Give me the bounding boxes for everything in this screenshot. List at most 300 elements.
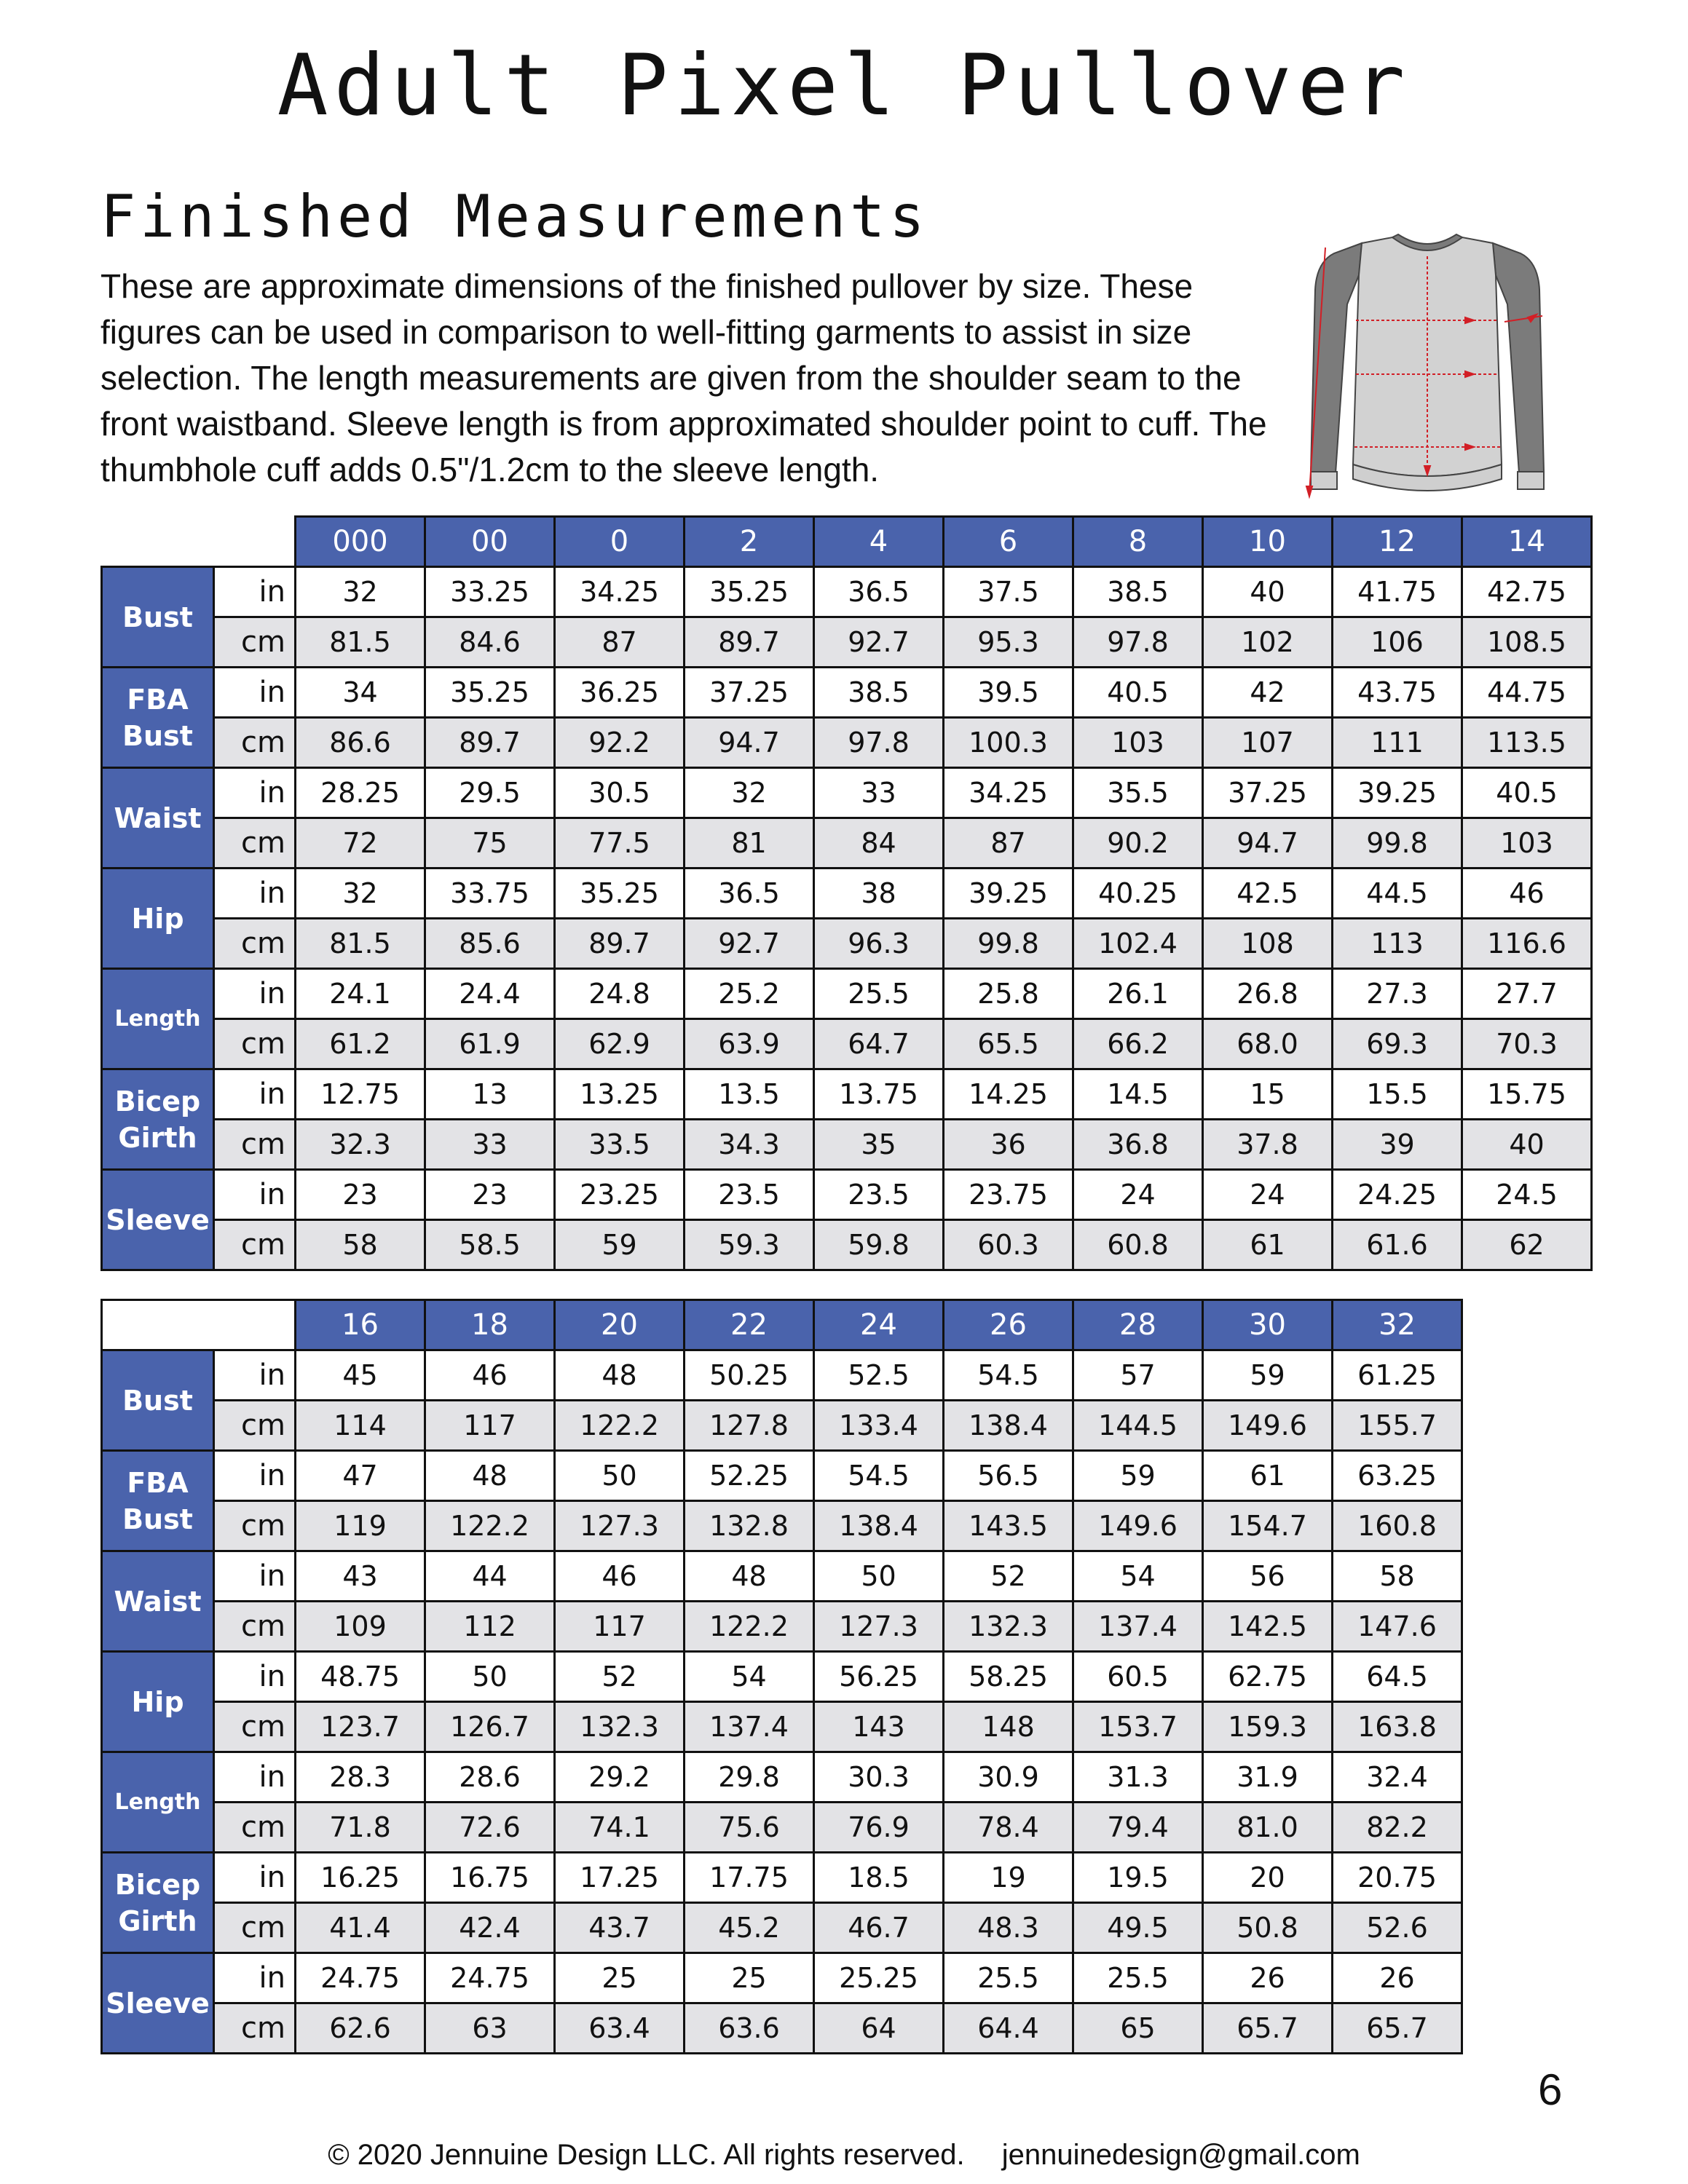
measurement-row-in: [102, 1170, 1592, 1220]
section-title: Finished Measurements: [100, 183, 929, 250]
measurement-row-cm: [102, 1501, 1462, 1551]
table-cell: 137.4: [685, 1702, 814, 1752]
table-cell: 106: [1333, 617, 1462, 668]
table-cell: 37.25: [1203, 768, 1333, 818]
table-cell: 48: [425, 1451, 555, 1501]
table-cell: 147.6: [1333, 1602, 1462, 1652]
table-cell: 26.1: [1073, 969, 1203, 1019]
footer-email: jennuinedesign@gmail.com: [1001, 2139, 1360, 2171]
table-cell: 39: [1333, 1120, 1462, 1170]
table-cell: 138.4: [814, 1501, 944, 1551]
table-cell: 49.5: [1073, 1903, 1203, 1953]
table-cell: 17.25: [555, 1853, 685, 1903]
table-cell: 77.5: [555, 818, 685, 869]
table-cell: 37.5: [944, 567, 1073, 617]
table-cell: 100.3: [944, 718, 1073, 768]
measurement-label: Waist: [102, 1551, 214, 1652]
table-cell: 99.8: [1333, 818, 1462, 869]
measurement-label: FBA Bust: [102, 1451, 214, 1551]
size-header: 28: [1073, 1300, 1203, 1350]
measurement-row-cm: [102, 1702, 1462, 1752]
measurement-row-cm: [102, 818, 1592, 869]
table-cell: 15.5: [1333, 1069, 1462, 1120]
table-cell: 44.5: [1333, 869, 1462, 919]
table-cell: 64.7: [814, 1019, 944, 1069]
size-header: 8: [1073, 517, 1203, 567]
size-header: 24: [814, 1300, 944, 1350]
table-cell: 143.5: [944, 1501, 1073, 1551]
unit-label: cm: [214, 1019, 296, 1069]
table-cell: 81.5: [296, 919, 425, 969]
table-cell: 25.2: [685, 969, 814, 1019]
table-cell: 63: [425, 2003, 555, 2054]
size-header: 18: [425, 1300, 555, 1350]
table-cell: 52.25: [685, 1451, 814, 1501]
table-cell: 38.5: [1073, 567, 1203, 617]
table-cell: 46: [1462, 869, 1592, 919]
table-cell: 48: [555, 1350, 685, 1401]
unit-label: cm: [214, 818, 296, 869]
measurement-row-in: [102, 1853, 1462, 1903]
table-cell: 30.5: [555, 768, 685, 818]
table-cell: 122.2: [555, 1401, 685, 1451]
table-cell: 64: [814, 2003, 944, 2054]
table-cell: 69.3: [1333, 1019, 1462, 1069]
table-cell: 59.3: [685, 1220, 814, 1270]
table-cell: 26: [1333, 1953, 1462, 2003]
measurement-row-cm: [102, 2003, 1462, 2054]
unit-label: cm: [214, 919, 296, 969]
table-cell: 138.4: [944, 1401, 1073, 1451]
table-cell: 119: [296, 1501, 425, 1551]
table-cell: 59: [1073, 1451, 1203, 1501]
pullover-diagram: [1305, 232, 1550, 501]
table-cell: 71.8: [296, 1803, 425, 1853]
table-cell: 24.8: [555, 969, 685, 1019]
intro-paragraph: These are approximate dimensions of the finished pullover by size. These figures can be used in comparison to well-fitting garments to assist in size selection. The length measurements are given from the shoulder seam to the front waistband. Sleeve length is from approximated shoulder point to cuff. The thumbhole cuff adds 0.5"/1.2cm to the sleeve length.: [100, 267, 1267, 488]
unit-label: in: [214, 1953, 296, 2003]
table-cell: 58: [1333, 1551, 1462, 1602]
measurement-label: Length: [102, 969, 214, 1069]
table-cell: 84: [814, 818, 944, 869]
table-cell: 23.5: [685, 1170, 814, 1220]
table-cell: 33.25: [425, 567, 555, 617]
table-cell: 159.3: [1203, 1702, 1333, 1752]
unit-label: in: [214, 869, 296, 919]
table-cell: 72.6: [425, 1803, 555, 1853]
table-cell: 62: [1462, 1220, 1592, 1270]
table-cell: 13.25: [555, 1069, 685, 1120]
table-cell: 57: [1073, 1350, 1203, 1401]
table-cell: 19.5: [1073, 1853, 1203, 1903]
table-cell: 29.2: [555, 1752, 685, 1803]
unit-label: cm: [214, 1220, 296, 1270]
page-title: Adult Pixel Pullover: [277, 36, 1411, 135]
table-cell: 65: [1073, 2003, 1203, 2054]
size-header: 20: [555, 1300, 685, 1350]
table-cell: 108: [1203, 919, 1333, 969]
unit-label: cm: [214, 718, 296, 768]
table-cell: 72: [296, 818, 425, 869]
table-cell: 32.3: [296, 1120, 425, 1170]
table-cell: 43.75: [1333, 668, 1462, 718]
table-cell: 42: [1203, 668, 1333, 718]
table-cell: 63.4: [555, 2003, 685, 2054]
table-cell: 65.5: [944, 1019, 1073, 1069]
table-cell: 40.5: [1462, 768, 1592, 818]
page-number: 6: [1538, 2065, 1563, 2114]
table-cell: 45: [296, 1350, 425, 1401]
table-cell: 64.4: [944, 2003, 1073, 2054]
table-cell: 47: [296, 1451, 425, 1501]
measurement-row-in: [102, 1752, 1462, 1803]
unit-label: cm: [214, 1602, 296, 1652]
table-cell: 163.8: [1333, 1702, 1462, 1752]
table-cell: 154.7: [1203, 1501, 1333, 1551]
table-cell: 28.25: [296, 768, 425, 818]
table-cell: 54: [685, 1652, 814, 1702]
table-cell: 50.8: [1203, 1903, 1333, 1953]
unit-label: in: [214, 1652, 296, 1702]
table-cell: 61.6: [1333, 1220, 1462, 1270]
table-cell: 40.25: [1073, 869, 1203, 919]
table-cell: 56.25: [814, 1652, 944, 1702]
unit-label: cm: [214, 617, 296, 668]
unit-label: in: [214, 567, 296, 617]
unit-label: in: [214, 1170, 296, 1220]
table-cell: 35.5: [1073, 768, 1203, 818]
table-cell: 24.1: [296, 969, 425, 1019]
table-cell: 89.7: [685, 617, 814, 668]
table-cell: 46.7: [814, 1903, 944, 1953]
measurement-label: Waist: [102, 768, 214, 869]
table-cell: 75.6: [685, 1803, 814, 1853]
measurement-row-cm: [102, 1803, 1462, 1853]
table-cell: 89.7: [555, 919, 685, 969]
table-cell: 58.5: [425, 1220, 555, 1270]
table-cell: 50: [425, 1652, 555, 1702]
table-cell: 54: [1073, 1551, 1203, 1602]
table-cell: 35.25: [425, 668, 555, 718]
table-cell: 33.5: [555, 1120, 685, 1170]
table-cell: 52: [944, 1551, 1073, 1602]
table-cell: 30.9: [944, 1752, 1073, 1803]
table-cell: 13.5: [685, 1069, 814, 1120]
table-cell: 99.8: [944, 919, 1073, 969]
table-cell: 82.2: [1333, 1803, 1462, 1853]
measurement-row-in: [102, 1652, 1462, 1702]
table-cell: 42.5: [1203, 869, 1333, 919]
table-cell: 36: [944, 1120, 1073, 1170]
table-cell: 25: [685, 1953, 814, 2003]
table-cell: 16.25: [296, 1853, 425, 1903]
table-cell: 32: [685, 768, 814, 818]
table-cell: 17.75: [685, 1853, 814, 1903]
table-cell: 112: [425, 1602, 555, 1652]
measurement-row-cm: [102, 1602, 1462, 1652]
table-cell: 76.9: [814, 1803, 944, 1853]
table-cell: 137.4: [1073, 1602, 1203, 1652]
table-cell: 61: [1203, 1220, 1333, 1270]
unit-label: in: [214, 1451, 296, 1501]
left-cuff: [1311, 472, 1337, 489]
size-header: 00: [425, 517, 555, 567]
table-cell: 25.8: [944, 969, 1073, 1019]
table-cell: 87: [944, 818, 1073, 869]
size-header: 14: [1462, 517, 1592, 567]
unit-label: cm: [214, 1803, 296, 1853]
table-cell: 16.75: [425, 1853, 555, 1903]
table-cell: 102: [1203, 617, 1333, 668]
table-cell: 14.25: [944, 1069, 1073, 1120]
table-cell: 149.6: [1203, 1401, 1333, 1451]
table-cell: 34.25: [944, 768, 1073, 818]
table-cell: 12.75: [296, 1069, 425, 1120]
table-cell: 126.7: [425, 1702, 555, 1752]
table-cell: 32: [296, 567, 425, 617]
table-cell: 48.75: [296, 1652, 425, 1702]
size-header: 12: [1333, 517, 1462, 567]
table-cell: 35.25: [555, 869, 685, 919]
table-cell: 62.75: [1203, 1652, 1333, 1702]
size-header: 2: [685, 517, 814, 567]
unit-label: in: [214, 1853, 296, 1903]
table-cell: 42.4: [425, 1903, 555, 1953]
table-cell: 30.3: [814, 1752, 944, 1803]
table-cell: 60.5: [1073, 1652, 1203, 1702]
size-header: 4: [814, 517, 944, 567]
table-cell: 64.5: [1333, 1652, 1462, 1702]
table-cell: 117: [425, 1401, 555, 1451]
table-cell: 25: [555, 1953, 685, 2003]
table-cell: 132.8: [685, 1501, 814, 1551]
table-cell: 84.6: [425, 617, 555, 668]
table-cell: 23: [296, 1170, 425, 1220]
table-cell: 142.5: [1203, 1602, 1333, 1652]
table-cell: 39.5: [944, 668, 1073, 718]
table-cell: 42.75: [1462, 567, 1592, 617]
unit-label: in: [214, 1350, 296, 1401]
table-cell: 70.3: [1462, 1019, 1592, 1069]
table-cell: 58.25: [944, 1652, 1073, 1702]
table-cell: 35: [814, 1120, 944, 1170]
table-cell: 25.5: [1073, 1953, 1203, 2003]
unit-label: cm: [214, 1501, 296, 1551]
measurement-row-cm: [102, 1220, 1592, 1270]
table-cell: 127.3: [814, 1602, 944, 1652]
measurement-row-in: [102, 1069, 1592, 1120]
size-header-row: [102, 517, 1592, 567]
table-cell: 95.3: [944, 617, 1073, 668]
table-cell: 28.6: [425, 1752, 555, 1803]
table-cell: 34: [296, 668, 425, 718]
table-cell: 81: [685, 818, 814, 869]
table-cell: 97.8: [814, 718, 944, 768]
table-cell: 23.5: [814, 1170, 944, 1220]
table-cell: 26: [1203, 1953, 1333, 2003]
table-cell: 13.75: [814, 1069, 944, 1120]
copyright-text: © 2020 Jennuine Design LLC. All rights reserved.: [328, 2139, 965, 2171]
table-cell: 48.3: [944, 1903, 1073, 1953]
table-cell: 132.3: [555, 1702, 685, 1752]
table-cell: 89.7: [425, 718, 555, 768]
size-header: 26: [944, 1300, 1073, 1350]
table-cell: 33.75: [425, 869, 555, 919]
table-cell: 61.2: [296, 1019, 425, 1069]
measurement-label: Bust: [102, 567, 214, 668]
size-table-1: [100, 515, 1593, 1271]
table-cell: 38: [814, 869, 944, 919]
unit-label: cm: [214, 2003, 296, 2054]
table-cell: 78.4: [944, 1803, 1073, 1853]
size-header-row: [102, 1300, 1462, 1350]
table-cell: 113: [1333, 919, 1462, 969]
measurement-row-in: [102, 969, 1592, 1019]
measurement-label: Sleeve: [102, 1170, 214, 1270]
table-cell: 59.8: [814, 1220, 944, 1270]
unit-label: in: [214, 1551, 296, 1602]
measurement-label: Hip: [102, 1652, 214, 1752]
measurement-label: Bicep Girth: [102, 1069, 214, 1170]
table-cell: 149.6: [1073, 1501, 1203, 1551]
table-cell: 26.8: [1203, 969, 1333, 1019]
measurement-label: Length: [102, 1752, 214, 1853]
table-cell: 33: [814, 768, 944, 818]
measurement-row-in: [102, 668, 1592, 718]
table-cell: 27.7: [1462, 969, 1592, 1019]
measurement-row-cm: [102, 1903, 1462, 1953]
unit-label: in: [214, 1069, 296, 1120]
table-cell: 24.25: [1333, 1170, 1462, 1220]
table-cell: 27.3: [1333, 969, 1462, 1019]
unit-label: cm: [214, 1401, 296, 1451]
table-cell: 41.75: [1333, 567, 1462, 617]
table-cell: 63.25: [1333, 1451, 1462, 1501]
table-cell: 32: [296, 869, 425, 919]
table-cell: 65.7: [1333, 2003, 1462, 2054]
measurement-row-in: [102, 567, 1592, 617]
header-corner: [102, 1300, 296, 1350]
table-cell: 28.3: [296, 1752, 425, 1803]
size-header: 6: [944, 517, 1073, 567]
table-cell: 24.4: [425, 969, 555, 1019]
table-cell: 65.7: [1203, 2003, 1333, 2054]
measurement-row-in: [102, 1451, 1462, 1501]
table-cell: 160.8: [1333, 1501, 1462, 1551]
measurement-row-cm: [102, 617, 1592, 668]
table-cell: 127.3: [555, 1501, 685, 1551]
table-cell: 94.7: [1203, 818, 1333, 869]
table-cell: 36.25: [555, 668, 685, 718]
table-cell: 86.6: [296, 718, 425, 768]
size-header: 16: [296, 1300, 425, 1350]
header-corner: [102, 517, 296, 567]
measurement-label: Bicep Girth: [102, 1853, 214, 1953]
table-cell: 20: [1203, 1853, 1333, 1903]
table-cell: 33: [425, 1120, 555, 1170]
table-cell: 15: [1203, 1069, 1333, 1120]
table-cell: 31.9: [1203, 1752, 1333, 1803]
size-header: 32: [1333, 1300, 1462, 1350]
table-cell: 36.5: [685, 869, 814, 919]
table-cell: 103: [1462, 818, 1592, 869]
table-cell: 61.25: [1333, 1350, 1462, 1401]
table-cell: 122.2: [425, 1501, 555, 1551]
measurement-row-in: [102, 1551, 1462, 1602]
right-cuff: [1518, 472, 1544, 489]
measurement-row-cm: [102, 919, 1592, 969]
table-cell: 23.75: [944, 1170, 1073, 1220]
table-cell: 122.2: [685, 1602, 814, 1652]
table-cell: 46: [555, 1551, 685, 1602]
size-header: 000: [296, 517, 425, 567]
table-cell: 34.3: [685, 1120, 814, 1170]
table-cell: 45.2: [685, 1903, 814, 1953]
table-cell: 36.5: [814, 567, 944, 617]
measurement-label: Sleeve: [102, 1953, 214, 2054]
table-cell: 94.7: [685, 718, 814, 768]
table-cell: 23.25: [555, 1170, 685, 1220]
table-cell: 87: [555, 617, 685, 668]
table-cell: 92.7: [685, 919, 814, 969]
table-cell: 40.5: [1073, 668, 1203, 718]
table-cell: 97.8: [1073, 617, 1203, 668]
table-cell: 40: [1462, 1120, 1592, 1170]
table-cell: 59: [555, 1220, 685, 1270]
table-cell: 75: [425, 818, 555, 869]
table-cell: 59: [1203, 1350, 1333, 1401]
table-cell: 66.2: [1073, 1019, 1203, 1069]
table-cell: 117: [555, 1602, 685, 1652]
table-cell: 23: [425, 1170, 555, 1220]
table-cell: 144.5: [1073, 1401, 1203, 1451]
table-cell: 24: [1073, 1170, 1203, 1220]
table-cell: 39.25: [1333, 768, 1462, 818]
table-cell: 41.4: [296, 1903, 425, 1953]
table-cell: 29.8: [685, 1752, 814, 1803]
table-cell: 24.75: [425, 1953, 555, 2003]
table-cell: 61.9: [425, 1019, 555, 1069]
table-cell: 44: [425, 1551, 555, 1602]
unit-label: in: [214, 668, 296, 718]
table-cell: 46: [425, 1350, 555, 1401]
table-cell: 81.5: [296, 617, 425, 668]
table-cell: 20.75: [1333, 1853, 1462, 1903]
measurement-label: Hip: [102, 869, 214, 969]
table-cell: 62.9: [555, 1019, 685, 1069]
unit-label: in: [214, 768, 296, 818]
table-cell: 15.75: [1462, 1069, 1592, 1120]
measurement-row-in: [102, 768, 1592, 818]
table-cell: 56.5: [944, 1451, 1073, 1501]
measurement-row-in: [102, 1350, 1462, 1401]
table-cell: 37.25: [685, 668, 814, 718]
table-cell: 111: [1333, 718, 1462, 768]
table-cell: 63.6: [685, 2003, 814, 2054]
table-cell: 123.7: [296, 1702, 425, 1752]
measurement-row-in: [102, 1953, 1462, 2003]
table-cell: 34.25: [555, 567, 685, 617]
table-cell: 25.5: [944, 1953, 1073, 2003]
table-cell: 50.25: [685, 1350, 814, 1401]
table-cell: 48: [685, 1551, 814, 1602]
table-cell: 116.6: [1462, 919, 1592, 969]
size-header: 30: [1203, 1300, 1333, 1350]
table-cell: 38.5: [814, 668, 944, 718]
size-header: 22: [685, 1300, 814, 1350]
size-header: 0: [555, 517, 685, 567]
table-cell: 14.5: [1073, 1069, 1203, 1120]
